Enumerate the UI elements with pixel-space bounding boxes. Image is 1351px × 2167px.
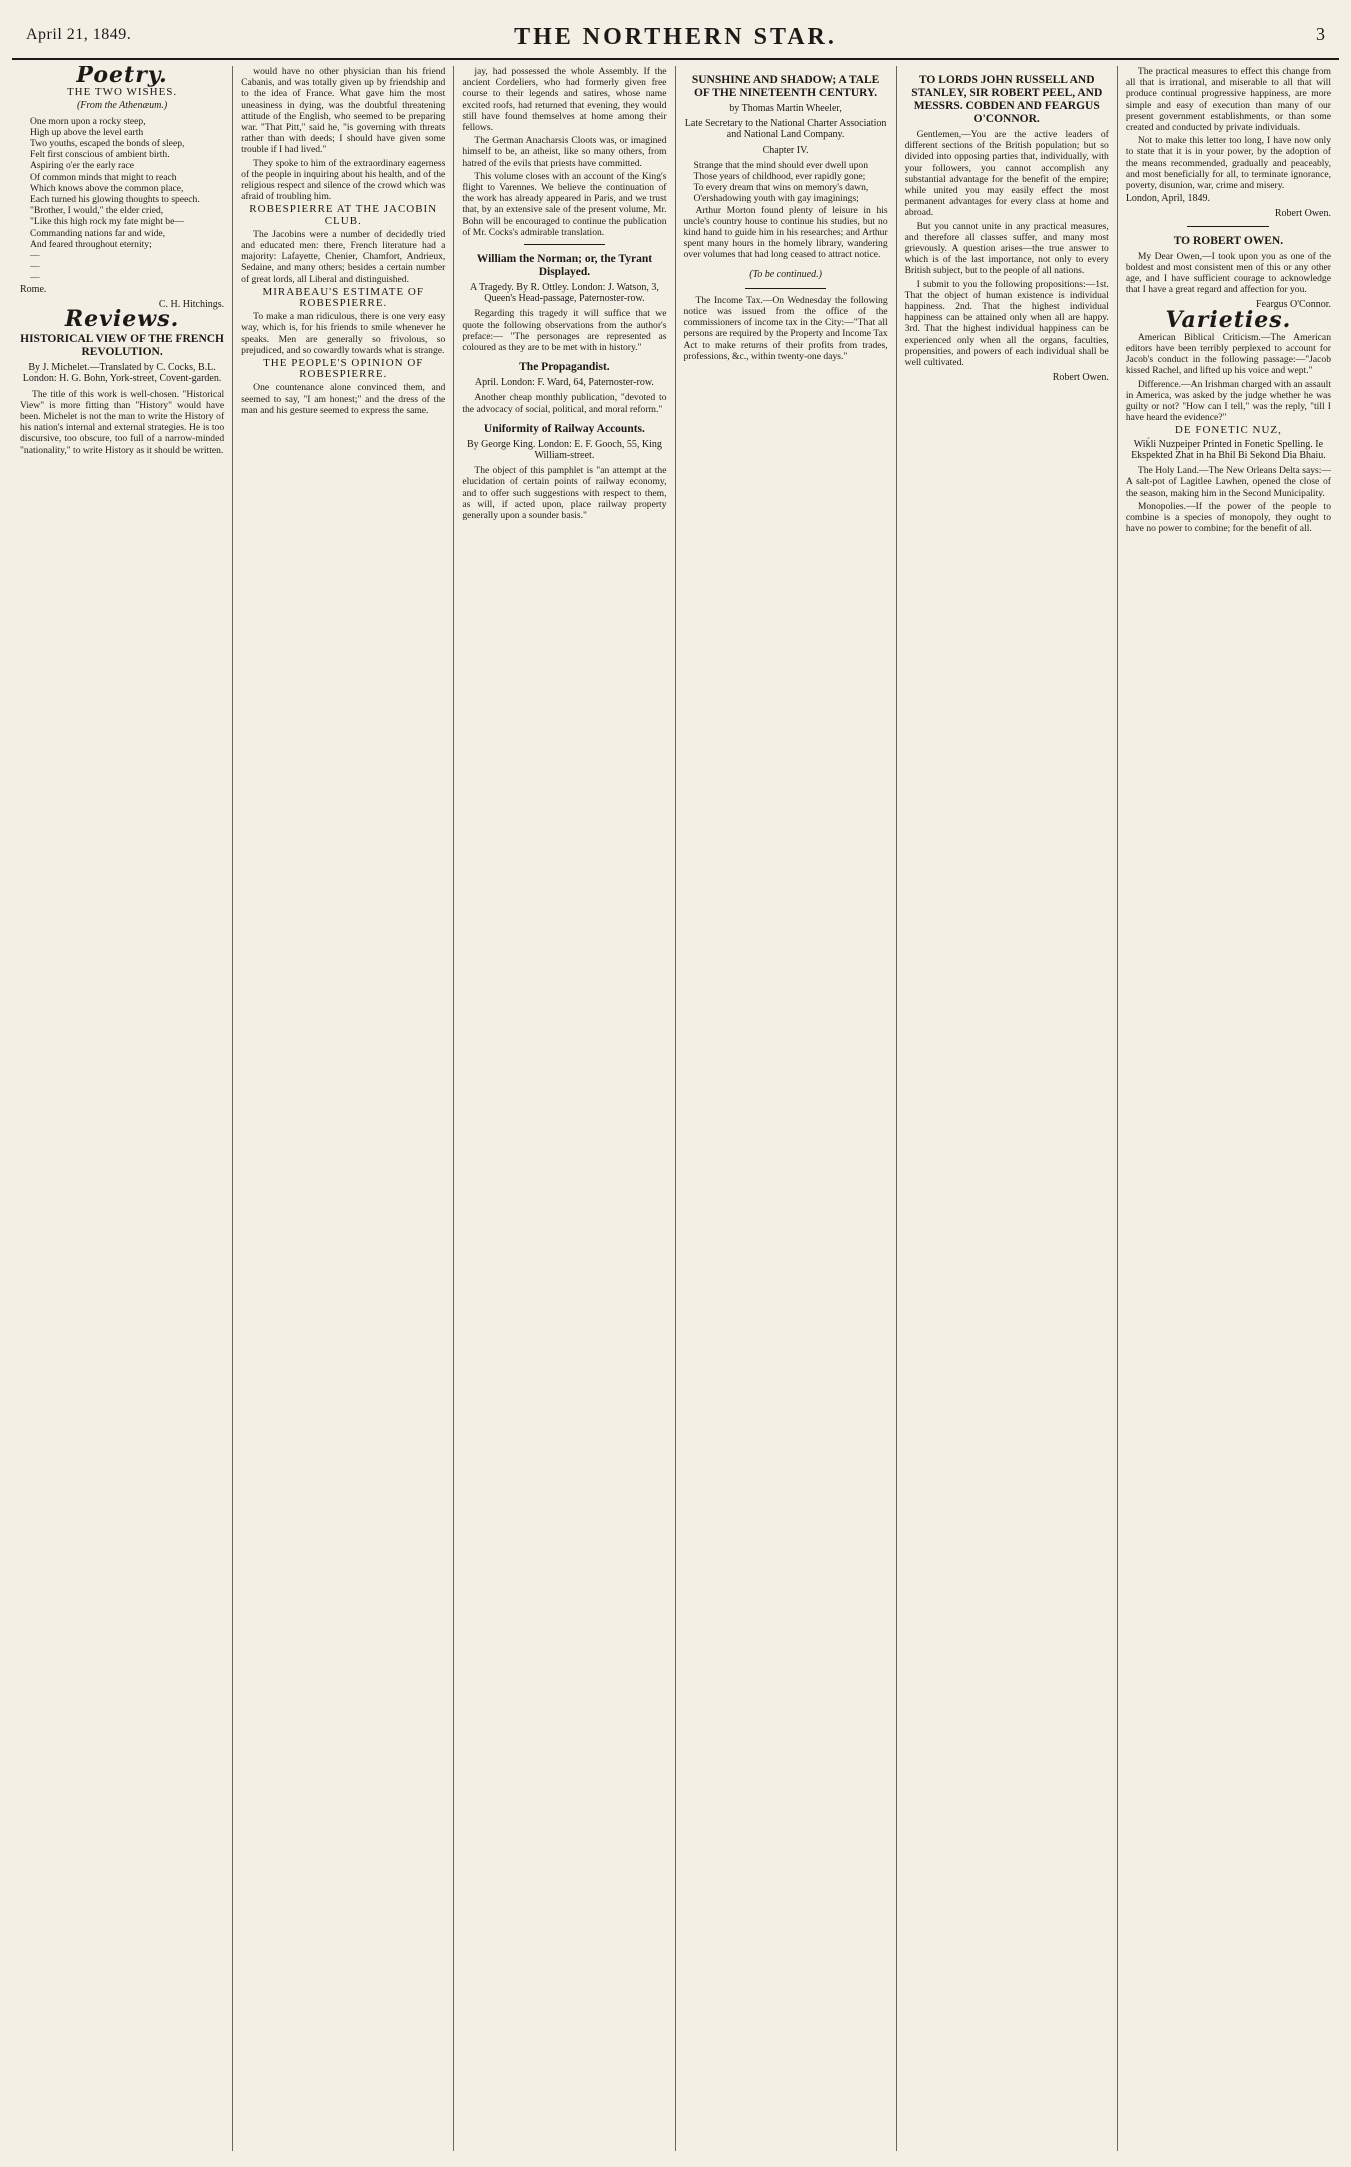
- article-subtitle: Late Secretary to the National Charter Association and National Land Company.: [684, 118, 887, 141]
- to-be-continued: (To be continued.): [749, 268, 822, 280]
- notice-text: Wiḱli Nuzpeiper Printed in Fonetic Spelling. Ie Ekspekted Zhat in ha Bhil Bi Sekond Dia Bhaiu.: [1131, 438, 1326, 461]
- column-2: [233, 66, 454, 2151]
- section-heading-varieties: Varieties.: [1165, 306, 1292, 333]
- section-heading-reviews: Reviews.: [64, 306, 180, 333]
- review-byline: A Tragedy. By R. Ottley. London: J. Watson, 3, Queen's Head-passage, Paternoster-row.: [469, 282, 659, 305]
- article-text: The Jacobins were a number of decidedly tried and educated men: there, French literature had a majority: Lafayette, Chenier, Chamfort, Andrieux, Sedaine, and many others; besides a certain number of great lords, all Liberal and distinguished.: [241, 228, 446, 285]
- letter-title: TO ROBERT OWEN.: [1173, 234, 1284, 247]
- variety-item: The Holy Land.—The New Orleans Delta says:—A salt-pot of Lagitlee Lawhen, opened the close of the season, making him in the Second Municipality.: [1125, 465, 1331, 499]
- article-text: Regarding this tragedy it will suffice that we quote the following observations from the author's preface:— "The personages are represented as coloured as they are to be met with in history.": [462, 308, 667, 354]
- article-text: jay, had possessed the whole Assembly. If the ancient Cordeliers, who had formerly given free course to their legends and satires, whose name excited roofs, had returned that evening, they would still have found themselves at home among their fellows.: [462, 66, 667, 134]
- masthead: [12, 0, 1339, 60]
- subheading: MIRABEAU'S ESTIMATE OF ROBESPIERRE.: [262, 285, 424, 310]
- divider: [745, 288, 827, 289]
- review-title: William the Norman; or, the Tyrant Displayed.: [476, 253, 653, 279]
- column-3: [454, 66, 675, 2151]
- poem-continuation: — — —: [30, 250, 40, 284]
- article-author: by Thomas Martin Wheeler,: [729, 103, 842, 114]
- review-byline: By J. Michelet.—Translated by C. Cocks, B.L. London: H. G. Bohn, York-street, Covent-garden.: [22, 362, 222, 385]
- news-item: The Income Tax.—On Wednesday the following notice was issued from the office of the commissioners of income tax in the City:—"That all persons are required by the Property and Income Tax Act to make returns of their profits from trades, professions, &c., within twenty-one days.": [683, 294, 888, 362]
- poem-verse: One morn upon a rocky steep, High up above the level earth Two youths, escaped the bonds of sleep, Felt first conscious of ambient birth. Aspiring o'er the early race Of common minds that might to reach Which knows above the common place, Each turned his glowing thoughts to speech. "Brother, I would," the elder cried, "Like this high rock my fate might be— Commanding nations far and wide, And feared throughout eternity;: [30, 115, 200, 250]
- letter-salutation: My Dear Owen,: [1137, 250, 1202, 262]
- poem-source: (From the Athenæum.): [76, 100, 168, 112]
- variety-item: Difference.—An Irishman charged with an assault in America, was asked by the judge whether he was guilty or not? "How can I tell," was the reply, "till I have heard the evidence?": [1125, 378, 1331, 424]
- letter-text: But you cannot unite in any practical measures, and therefore all classes suffer, and many most grievously. A question arises—the true answer to which is of the last importance, not only to every British subject, but to the people of all nations.: [904, 220, 1109, 277]
- letter-text: The practical measures to effect this change from all that is irrational, and miserable to all that will produce continual progressive happiness, are more simple and easy of execution than many of our present government establishments, or than some created and conducted by private individuals.: [1125, 66, 1331, 134]
- column-1: [12, 66, 233, 2151]
- subheading: ROBESPIERRE AT THE JACOBIN CLUB.: [249, 203, 438, 227]
- review-title: HISTORICAL VIEW OF THE FRENCH REVOLUTION.: [20, 333, 225, 359]
- article-text: To make a man ridiculous, there is one very easy way, which is, for his friends to smile whenever he speaks. Men are generally so frivolous, so prejudiced, and so cowardly towards what is strange.: [241, 311, 446, 356]
- article-title: SUNSHINE AND SHADOW; A TALE OF THE NINETEENTH CENTURY.: [691, 74, 880, 99]
- section-heading-poetry: Poetry.: [76, 66, 168, 88]
- chapter-heading: Chapter IV.: [762, 144, 809, 156]
- article-text: This volume closes with an account of the King's flight to Varennes. We believe the continuation of the work has already appeared in Paris, and we trust that, by an extensive sale of the present volume, Mr. Bohn will be encouraged to continue the publication of Mr. Cocks's admirable translation.: [462, 170, 667, 238]
- article-text: would have no other physician than his friend Cabanis, and was totally given up by friendship and to the idea of France. What gave him the most uneasiness in dying, was the doubtful threatening attitude of the English, who seemed to be preparing war. "That Pitt," said he, "is governing with threats rather than with deeds; I should have given some trouble if I had lived.": [241, 66, 446, 156]
- review-title: The Propagandist.: [519, 361, 610, 374]
- article-text: Arthur Morton found plenty of leisure in his uncle's country house to continue his studies, but no kind hand to guide him in his researches; and Arthur spent many hours in the homely library, wandering over volumes that had long ceased to attract notice.: [683, 204, 888, 261]
- article-text: Another cheap monthly publication, "devoted to the advocacy of social, political, and moral reform.": [462, 392, 667, 415]
- letter-signature: Feargus O'Connor.: [1256, 299, 1331, 311]
- poem-title: THE TWO WISHES.: [66, 86, 178, 99]
- article-text: They spoke to him of the extraordinary eagerness of the people in inquiring about his health, and of the religious respect and silence of the crowd which was afraid of troubling him.: [241, 157, 446, 203]
- letter-text: [1126, 251, 1331, 296]
- letter-text: [905, 129, 1109, 219]
- notice-title: DE FONETIC NUZ,: [1174, 424, 1282, 437]
- article-text: The object of this pamphlet is "an attempt at the elucidation of certain points of railway economy, and to offer such suggestions with respect to them, as will, if acted upon, place railway property generally upon a sounder basis.": [462, 465, 667, 522]
- column-5: [897, 66, 1118, 2151]
- article-text: The German Anacharsis Cloots was, or imagined himself to be, an atheist, like so many others, from hatred of the evils that priests have committed.: [462, 135, 667, 169]
- letter-body: —You are the active leaders of different sections of the British population; but so divided into opposing parties that, individually, with your followers, you cannot accomplish any substantial advantage for the benefit of the empire; while united you may easily effect the most permanent advantages for every class at home and abroad.: [904, 129, 1109, 219]
- article-text: One countenance alone convinced them, and seemed to say, "I am honest;" and the dress of the man and his gesture seemed to express the same.: [241, 382, 446, 416]
- divider: [1187, 226, 1269, 227]
- epigraph-verse: Strange that the mind should ever dwell upon Those years of childhood, ever rapidly gone; To every dream that wins on memory's dawn, O'ershadowing youth with gay imaginings;: [693, 159, 869, 205]
- text-columns: [12, 66, 1339, 2151]
- subheading: THE PEOPLE'S OPINION OF ROBESPIERRE.: [263, 357, 424, 381]
- letter-salutation: Gentlemen,: [916, 129, 962, 140]
- letter-signature: Robert Owen.: [1274, 208, 1331, 220]
- variety-item: American Biblical Criticism.—The American editors have been terribly perplexed to account for Jacob's conduct in the following passage:—"Jacob kissed Rachel, and lifted up his voice and wept.": [1125, 331, 1331, 377]
- column-4: [676, 66, 897, 2151]
- letter-place: London, April, 1849.: [1125, 193, 1210, 205]
- divider: [524, 244, 606, 245]
- poem-signature: C. H. Hitchings.: [158, 298, 225, 310]
- page-number: 3: [1316, 24, 1325, 44]
- newspaper-title: THE NORTHERN STAR.: [514, 24, 837, 50]
- letter-signature: Robert Owen.: [1052, 372, 1109, 384]
- letter-text: Not to make this letter too long, I have now only to state that it is in your power, by the adoption of the means recommended, gradually and peaceably, and most beneficially for all, to terminate ignorance, poverty, disunion, war, crime and misery.: [1125, 135, 1331, 192]
- letter-title: TO LORDS JOHN RUSSELL AND STANLEY, SIR ROBERT PEEL, AND MESSRS. COBDEN AND FEARGUS O'CONNOR.: [911, 74, 1103, 125]
- column-6: [1118, 66, 1339, 2151]
- review-byline: April. London: F. Ward, 64, Paternoster-row.: [474, 377, 654, 389]
- review-text: The title of this work is well-chosen. "Historical View" is more fitting than "History" would have been. Michelet is not the man to write the History of his nation's internal and external strategies. He is too discursive, too obscure, too full of a narrow-minded "nationality," to write History as it should be written.: [20, 388, 225, 456]
- poem-place: Rome.: [20, 283, 47, 295]
- letter-text: I submit to you the following propositions:—1st. That the object of human existence is individual happiness. 2nd. That the highest individual happiness can be attained only when all are happy. 3rd. That the highest individual happiness can be experienced only when all the organs, faculties, propensities, and powers of each individual shall be well cultivated.: [904, 278, 1109, 369]
- review-byline: By George King. London: E. F. Gooch, 55, King William-street.: [466, 438, 662, 462]
- review-title: Uniformity of Railway Accounts.: [483, 422, 645, 435]
- letter-body: —I took upon you as one of the boldest and most consistent men of this or any other age, and I have sufficient courage to acknowledge that I have a great regard and affection for you.: [1125, 250, 1331, 296]
- variety-item: Monopolies.—If the power of the people to combine is a species of monopoly, they ought to have no power to combine; for the benefit of all.: [1125, 500, 1331, 535]
- issue-date: April 21, 1849.: [26, 26, 132, 43]
